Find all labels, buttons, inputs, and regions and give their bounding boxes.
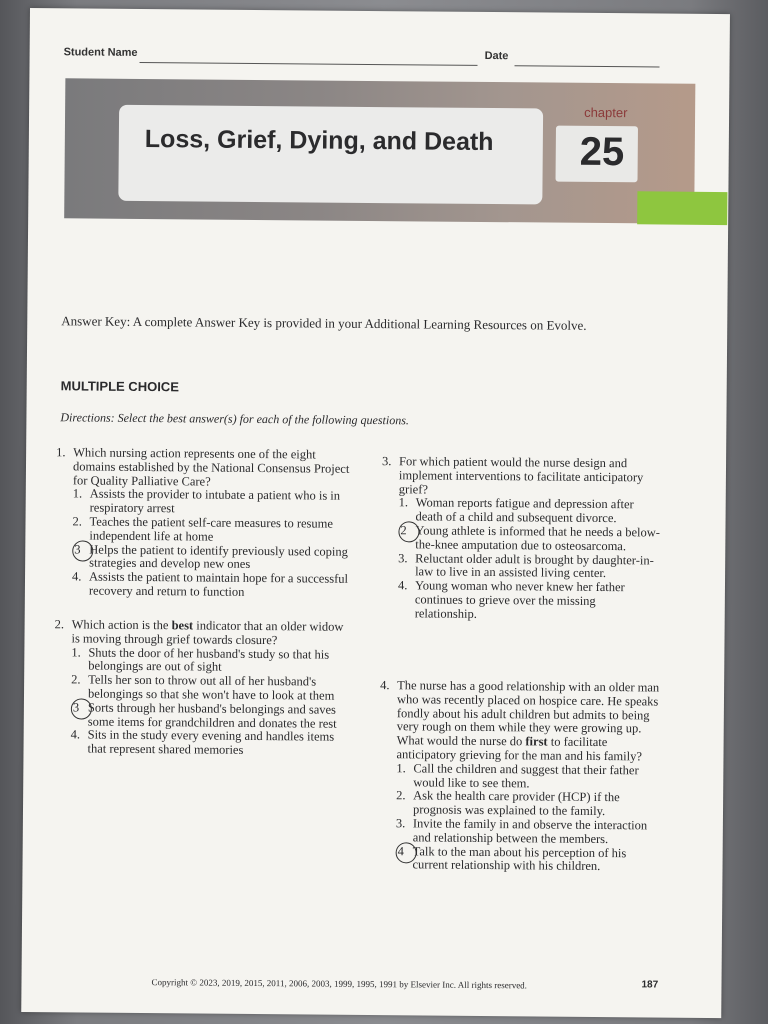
student-name-label: Student Name xyxy=(63,46,138,59)
option-1[interactable]: 1. Assists the provider to intubate a patient who is in respiratory arrest xyxy=(72,486,341,516)
section-heading: MULTIPLE CHOICE xyxy=(60,378,179,395)
question-stem: The nurse has a good relationship with an older man who was recently placed on hospice care. He speaks fondly about his adult children but admits to being very rough on them while they were growing up. What would the nurse do first to facilitate anticipatory grieving for the man and his family? xyxy=(396,678,660,764)
option-1[interactable]: 1. Call the children and suggest that their father would like to see them. xyxy=(396,761,639,790)
option-3[interactable]: 3. Invite the family in and observe the interaction and relationship between the members. xyxy=(395,816,648,846)
chapter-title: Loss, Grief, Dying, and Death xyxy=(144,125,494,157)
option-1[interactable]: 1. Shuts the door of her husband's study so that his belongings are out of sight xyxy=(71,644,330,675)
option-4[interactable]: 4. Young woman who never knew her father continues to grieve over the missing relationship. xyxy=(397,578,625,621)
date-line[interactable] xyxy=(515,65,660,67)
option-4[interactable]: 4. Sits in the study every evening and handles items that represent shared memories xyxy=(70,727,335,758)
option-2[interactable]: 2. Ask the health care provider (HCP) if the prognosis was explained to the family. xyxy=(396,788,620,819)
option-2[interactable]: 2 Young athlete is informed that he needs a below-the-knee amputation due to osteosarcoma. xyxy=(381,524,661,554)
student-name-line[interactable] xyxy=(140,62,478,66)
option-3[interactable]: 3. Reluctant older adult is brought by daughter-in-law to live in an assisted living center. xyxy=(398,550,654,581)
question-1: 1. Which nursing action represents one of the eight domains established by the National Consensus Project for Quality Palliative Care? 1. Assists the provider to intubate a patient who is in respiratory arrest 2. Teaches the patient self-care measures to resume independent life at home 3 Helps the patient to identify previously used coping strategies and develop new ones 4. Assists the patient to maintain hope for a successful recovery and return to function xyxy=(55,446,356,600)
directions: Directions: Select the best answer(s) for each of the following questions. xyxy=(60,410,409,428)
chapter-label: chapter xyxy=(584,104,628,121)
answer-circle xyxy=(71,698,92,719)
question-stem: Which action is the best indicator that an older widow is moving through grief towards closure? xyxy=(71,617,344,647)
option-2[interactable]: 2. Tells her son to throw out all of her husband's belongings so that she won't have to look at them xyxy=(71,672,335,703)
document-page xyxy=(21,8,730,1018)
question-3: 3. For which patient would the nurse design and implement interventions to facilitate anticipatory grief? 1. Woman reports fatigue and depression after death of a child and subsequent divorce. 2 Young athlete is informed that he needs a below-the-knee amputation due to osteosarcoma. 3. Reluctant older adult is brought by daughter-in-law to live in an assisted living center. 4. Young woman who never knew her father continues to grieve over the missing relationship. xyxy=(381,455,662,623)
option-4[interactable]: 4. Assists the patient to maintain hope for a successful recovery and return to function xyxy=(71,569,349,599)
copyright-footer: Copyright © 2023, 2019, 2015, 2011, 2006, 2003, 1999, 1995, 1991 by Elsevier Inc. All rights reserved. xyxy=(151,977,528,991)
option-2[interactable]: 2. Teaches the patient self-care measures to resume independent life at home xyxy=(72,514,334,544)
option-3[interactable]: 3 Helps the patient to identify previously used coping strategies and develop new ones xyxy=(55,543,355,573)
question-stem: Which nursing action represents one of the eight domains established by the National Consensus Project for Quality Palliative Care? xyxy=(72,445,350,489)
option-3[interactable]: 3 Sorts through her husband's belongings and saves some items for grandchildren and donates the rest xyxy=(54,701,354,731)
option-1[interactable]: 1. Woman reports fatigue and depression after death of a child and subsequent divorce. xyxy=(398,495,634,526)
date-label: Date xyxy=(484,49,509,63)
green-accent-tab xyxy=(637,191,727,225)
chapter-number: 25 xyxy=(579,129,625,175)
answer-circle xyxy=(72,540,93,561)
question-2: 2. Which action is the best indicator that an older widow is moving through grief towards closure? 1. Shuts the door of her husband's study so that his belongings are out of sight 2. Tells her son to throw out all of her husband's belongings so that she won't have to look at them 3 Sorts through her husband's belongings and saves some items for grandchildren and donates the rest 4. Sits in the study every evening and handles items that represent shared memories xyxy=(53,618,354,759)
question-4: 4. The nurse has a good relationship with an older man who was recently placed on hospice care. He speaks fondly about his adult children but admits to being very rough on them while they were growing up. What would the nurse do first to facilitate anticipatory grieving for the man and his family? 1. Call the children and suggest that their father would like to see them. 2. Ask the health care provider (HCP) if the prognosis was explained to the family. 3. Invite the family in and observe the interaction and relationship between the members. 4 Talk to the man about his perception of his current relationship with his children. xyxy=(380,678,660,874)
question-stem: For which patient would the nurse design and implement interventions to facilitate anticipatory grief? xyxy=(398,454,644,497)
page-number: 187 xyxy=(641,979,659,991)
answer-circle xyxy=(396,842,417,863)
option-4[interactable]: 4 Talk to the man about his perception of his current relationship with his children. xyxy=(378,845,658,875)
answer-circle xyxy=(398,521,419,542)
answer-key-note: Answer Key: A complete Answer Key is provided in your Additional Learning Resources on Evolve. xyxy=(61,313,587,333)
